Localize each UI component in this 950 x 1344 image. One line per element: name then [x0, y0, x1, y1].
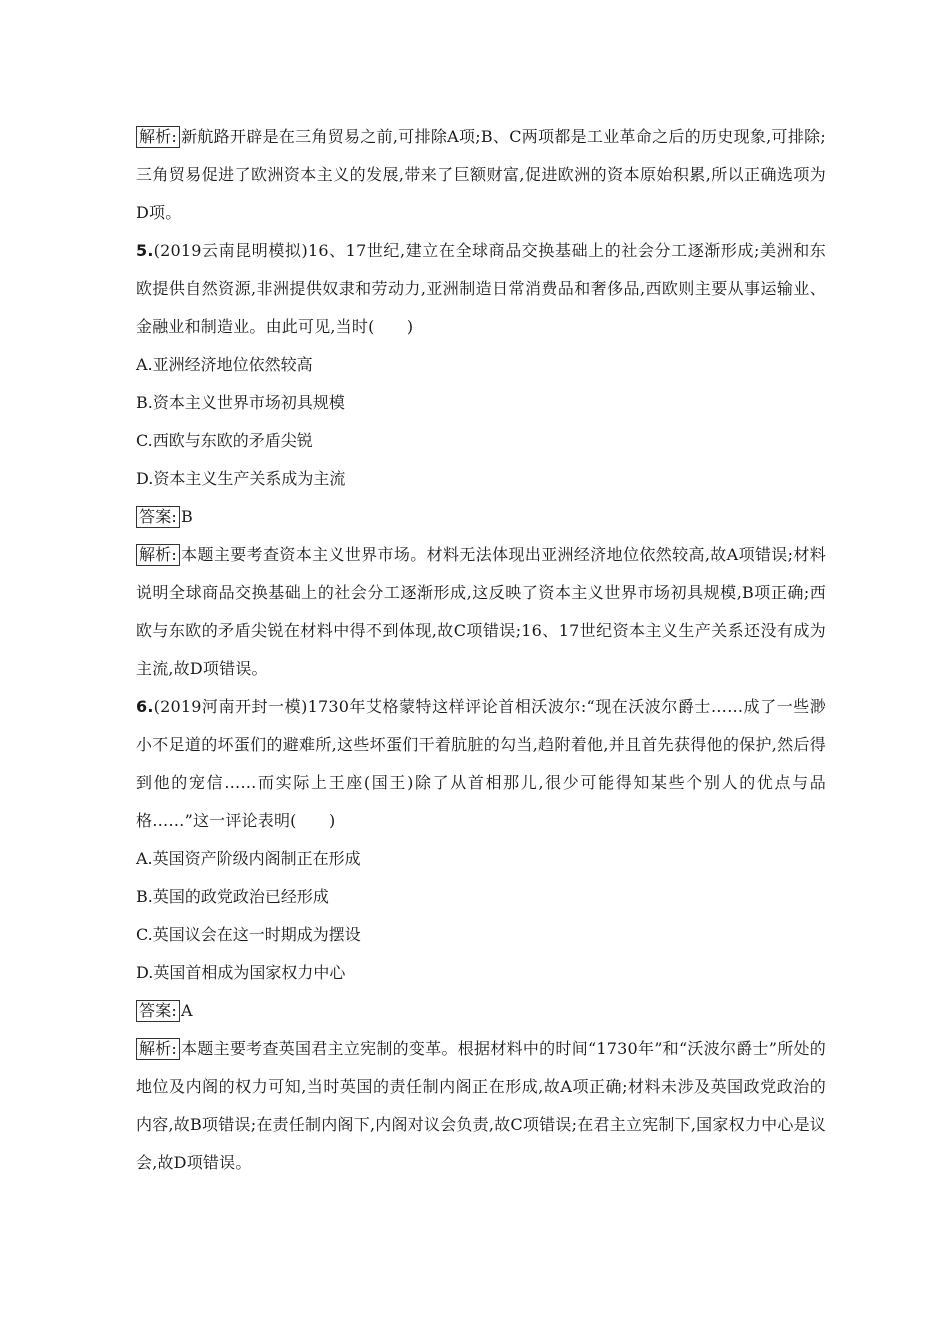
- answer-label: 答案:: [136, 1000, 180, 1022]
- answer-value: A: [181, 1001, 193, 1020]
- question-6-stem: [136, 688, 826, 840]
- analysis-text: 本题主要考查资本主义世界市场。材料无法体现出亚洲经济地位依然较高,故A项错误;材料说明全球商品交换基础上的社会分工逐渐形成,这反映了资本主义世界市场初具规模,B项正确;西欧与东欧的矛盾尖锐在材料中得不到体现,故C项错误;16、17世纪资本主义生产关系还没有成为主流,故D项错误。: [136, 545, 826, 678]
- q6-option-b: B.英国的政党政治已经形成: [136, 887, 329, 906]
- answer-value: B: [181, 507, 193, 526]
- q6-answer: [136, 992, 826, 1030]
- q5-option-c: C.西欧与东欧的矛盾尖锐: [136, 431, 313, 450]
- document-page: [136, 118, 826, 1182]
- prev-analysis: [136, 118, 826, 232]
- q5-option-b: B.资本主义世界市场初具规模: [136, 393, 345, 412]
- question-text: (2019云南昆明模拟)16、17世纪,建立在全球商品交换基础上的社会分工逐渐形成;美洲和东欧提供自然资源,非洲提供奴隶和劳动力,亚洲制造日常消费品和奢侈品,西欧则主要从事运输业、金融业和制造业。由此可见,当时( ): [136, 241, 826, 336]
- question-text: (2019河南开封一模)1730年艾格蒙特这样评论首相沃波尔:“现在沃波尔爵士……成了一些渺小不足道的坏蛋们的避难所,这些坏蛋们干着肮脏的勾当,趋附着他,并且首先获得他的保护,然后得到他的宠信……而实际上王座(国王)除了从首相那儿,很少可能得知某些个别人的优点与品格……”这一评论表明( ): [136, 697, 826, 830]
- q5-analysis: [136, 536, 826, 688]
- q5-option-a: A.亚洲经济地位依然较高: [136, 355, 313, 374]
- answer-label: 答案:: [136, 506, 180, 528]
- q6-option-a: A.英国资产阶级内阁制正在形成: [136, 849, 361, 868]
- q6-analysis: [136, 1030, 826, 1182]
- analysis-label: 解析:: [136, 126, 180, 148]
- q6-option-c: C.英国议会在这一时期成为摆设: [136, 925, 361, 944]
- question-number: 6.: [136, 697, 154, 716]
- analysis-text: 新航路开辟是在三角贸易之前,可排除A项;B、C两项都是工业革命之后的历史现象,可排除;三角贸易促进了欧洲资本主义的发展,带来了巨额财富,促进欧洲的资本原始积累,所以正确选项为D项。: [136, 127, 826, 222]
- question-5-stem: [136, 232, 826, 346]
- q5-answer: [136, 498, 826, 536]
- analysis-label: 解析:: [136, 544, 180, 566]
- analysis-text: 本题主要考查英国君主立宪制的变革。根据材料中的时间“1730年”和“沃波尔爵士”所处的地位及内阁的权力可知,当时英国的责任制内阁正在形成,故A项正确;材料未涉及英国政党政治的内容,故B项错误;在责任制内阁下,内阁对议会负责,故C项错误;在君主立宪制下,国家权力中心是议会,故D项错误。: [136, 1039, 826, 1172]
- analysis-label: 解析:: [136, 1038, 180, 1060]
- q6-option-d: D.英国首相成为国家权力中心: [136, 963, 346, 982]
- question-number: 5.: [136, 241, 154, 260]
- q5-option-d: D.资本主义生产关系成为主流: [136, 469, 346, 488]
